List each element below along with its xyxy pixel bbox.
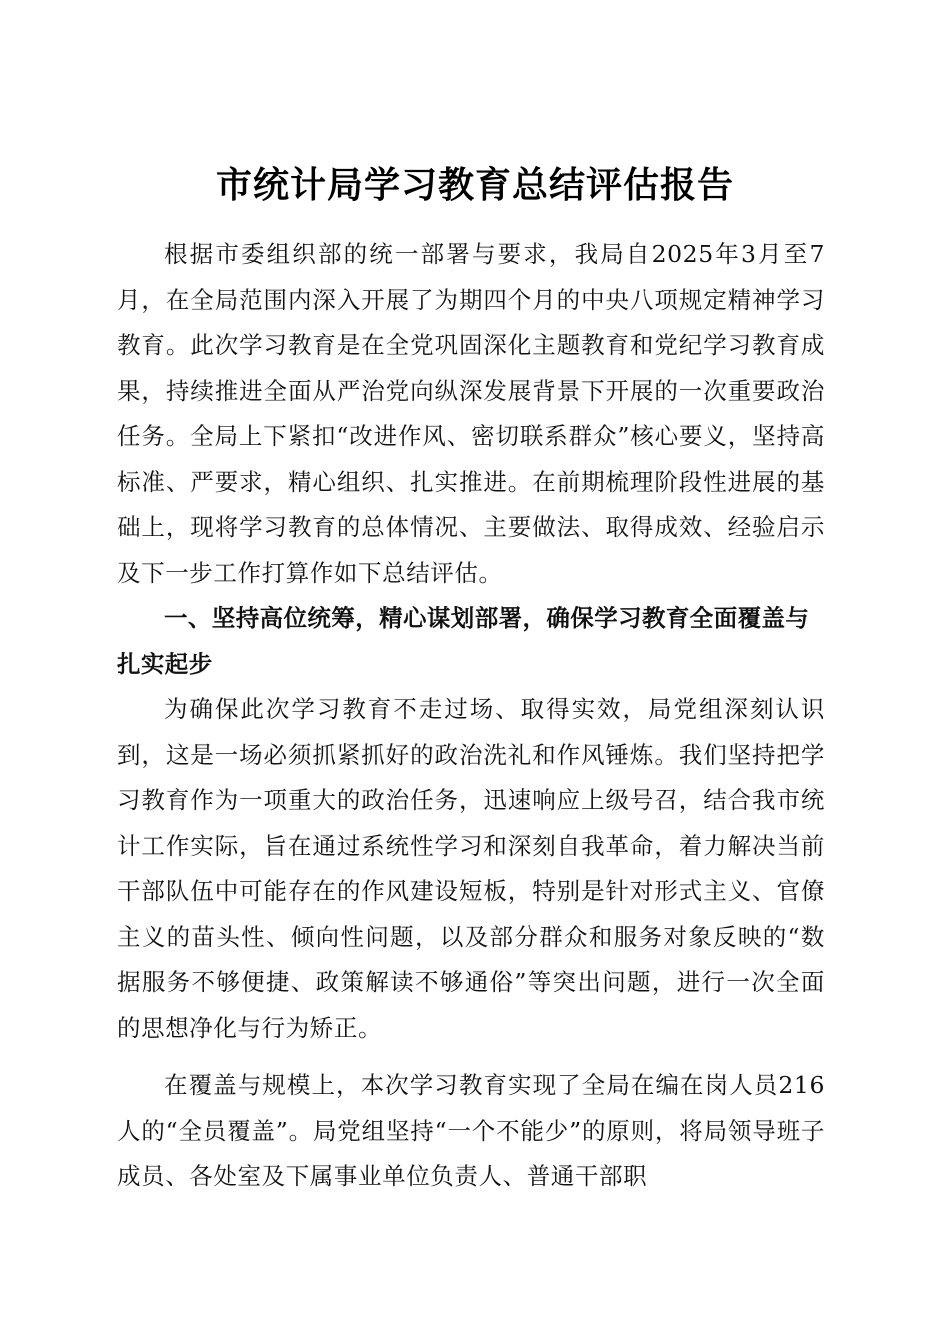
- section1-paragraph-2: 在覆盖与规模上，本次学习教育实现了全局在编在岗人员216人的“全员覆盖”。局党组坚持“一个不能少”的原则，将局领导班子成员、各处室及下属事业单位负责人、普通干部职: [117, 1071, 825, 1190]
- section1-paragraph-1: 为确保此次学习教育不走过场、取得实效，局党组深刻认识到，这是一场必须抓紧抓好的政治洗礼和作风锤炼。我们坚持把学习教育作为一项重大的政治任务，迅速响应上级号召，结合我市统计工作实际，旨在通过系统性学习和深刻自我革命，着力解决当前干部队伍中可能存在的作风建设短板，特别是针对形式主义、官僚主义的苗头性、倾向性问题，以及部分群众和服务对象反映的“数据服务不够便捷、政策解读不够通俗”等突出问题，进行一次全面的思想净化与行为矫正。: [117, 695, 825, 1042]
- section-heading-1: 一、坚持高位统筹，精心谋划部署，确保学习教育全面覆盖与扎实起步: [117, 604, 810, 678]
- document-title: 市统计局学习教育总结评估报告: [215, 164, 734, 207]
- intro-paragraph: 根据市委组织部的统一部署与要求，我局自2025年3月至7月，在全局范围内深入开展了为期四个月的中央八项规定精神学习教育。此次学习教育是在全党巩固深化主题教育和党纪学习教育成果，持续推进全面从严治党向纵深发展背景下开展的一次重要政治任务。全局上下紧扣“改进作风、密切联系群众”核心要义，坚持高标准、严要求，精心组织、扎实推进。在前期梳理阶段性进展的基础上，现将学习教育的总体情况、主要做法、取得成效、经验启示及下一步工作打算作如下总结评估。: [117, 240, 825, 587]
- document-body: [117, 232, 825, 1200]
